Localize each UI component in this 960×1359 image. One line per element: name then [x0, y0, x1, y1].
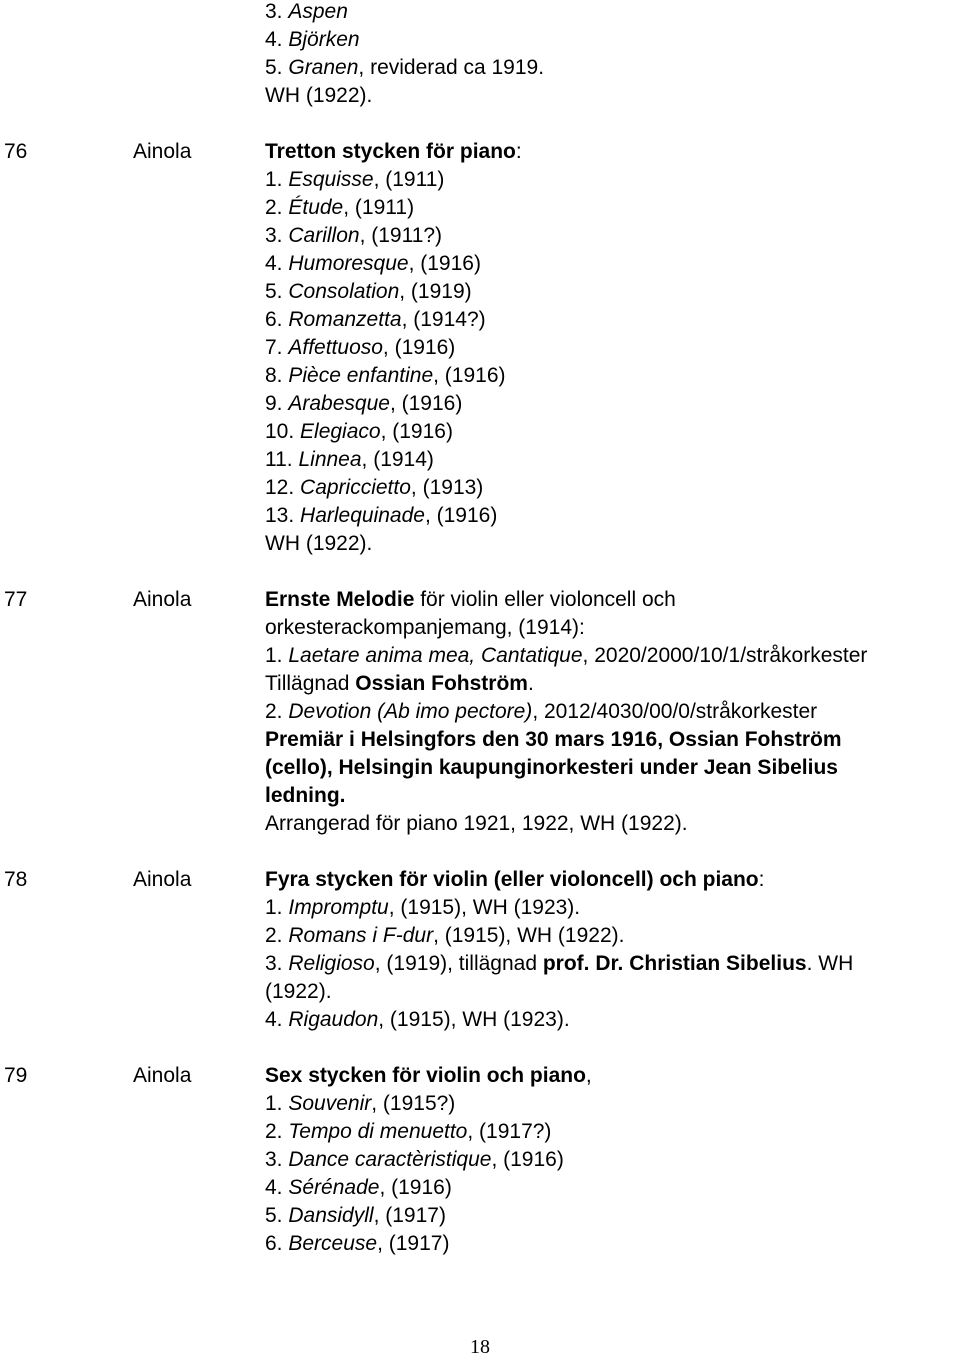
list-item: WH (1922). [265, 84, 373, 107]
list-item: 7. Affettuoso, (1916) [265, 336, 456, 359]
opus-number: 77 [4, 588, 28, 611]
list-item: 3. Dance caractèristique, (1916) [265, 1148, 564, 1171]
opus-title: Sex stycken för violin och piano, [265, 1064, 592, 1087]
list-item: 5. Consolation, (1919) [265, 280, 472, 303]
list-item: 10. Elegiaco, (1916) [265, 420, 453, 443]
list-item: 2. Tempo di menuetto, (1917?) [265, 1120, 552, 1143]
premiere-note: (cello), Helsingin kaupunginorkesteri under Jean Sibelius [265, 756, 838, 779]
dedication: Tillägnad Ossian Fohström. [265, 672, 534, 695]
list-item: 3. Aspen [265, 0, 348, 23]
list-item: 13. Harlequinade, (1916) [265, 504, 498, 527]
opus-number: 78 [4, 868, 28, 891]
list-item: 12. Capriccietto, (1913) [265, 476, 484, 499]
opus-footer-note: WH (1922). [265, 532, 373, 555]
list-item: 5. Dansidyll, (1917) [265, 1204, 446, 1227]
opus-title: Tretton stycken för piano: [265, 140, 522, 163]
list-item: 1. Impromptu, (1915), WH (1923). [265, 896, 581, 919]
list-item: 1. Laetare anima mea, Cantatique, 2020/2000/10/1/stråkorkester [265, 644, 868, 667]
list-item: 2. Romans i F-dur, (1915), WH (1922). [265, 924, 625, 947]
list-item: 9. Arabesque, (1916) [265, 392, 463, 415]
opus-title: Ernste Melodie för violin eller violoncell och [265, 588, 676, 611]
premiere-note: ledning. [265, 784, 346, 807]
list-item: 2. Étude, (1911) [265, 196, 415, 219]
opus-entry-header [0, 138, 960, 166]
opus-number: 76 [4, 140, 28, 163]
list-item: 6. Berceuse, (1917) [265, 1232, 450, 1255]
list-item-continuation: (1922). [265, 980, 332, 1003]
list-item: 3. Religioso, (1919), tillägnad prof. Dr. Christian Sibelius. WH [265, 952, 854, 975]
opus-place: Ainola [133, 868, 192, 891]
opus-place: Ainola [133, 140, 192, 163]
page-number: 18 [470, 1336, 490, 1358]
arrangement-note: Arrangerad för piano 1921, 1922, WH (1922). [265, 812, 688, 835]
list-item: 4. Humoresque, (1916) [265, 252, 481, 275]
list-item: 4. Rigaudon, (1915), WH (1923). [265, 1008, 570, 1031]
list-item: 2. Devotion (Ab imo pectore), 2012/4030/00/0/stråkorkester [265, 700, 818, 723]
list-item: 3. Carillon, (1911?) [265, 224, 443, 247]
list-item: 4. Sérénade, (1916) [265, 1176, 452, 1199]
opus-number: 79 [4, 1064, 28, 1087]
opus-entry-header [0, 1062, 960, 1090]
premiere-note: Premiär i Helsingfors den 30 mars 1916, Ossian Fohström [265, 728, 842, 751]
opus-title-continuation: orkesterackompanjemang, (1914): [265, 616, 585, 639]
list-item: 6. Romanzetta, (1914?) [265, 308, 486, 331]
opus-place: Ainola [133, 588, 192, 611]
list-item: 11. Linnea, (1914) [265, 448, 434, 471]
list-item: 1. Souvenir, (1915?) [265, 1092, 456, 1115]
list-item: 1. Esquisse, (1911) [265, 168, 445, 191]
list-item: 4. Björken [265, 28, 360, 51]
list-item: 8. Pièce enfantine, (1916) [265, 364, 506, 387]
opus-title: Fyra stycken för violin (eller violoncell) och piano: [265, 868, 765, 891]
list-item: 5. Granen, reviderad ca 1919. [265, 56, 545, 79]
opus-entry-header [0, 586, 960, 614]
opus-entry-header [0, 866, 960, 894]
opus-place: Ainola [133, 1064, 192, 1087]
